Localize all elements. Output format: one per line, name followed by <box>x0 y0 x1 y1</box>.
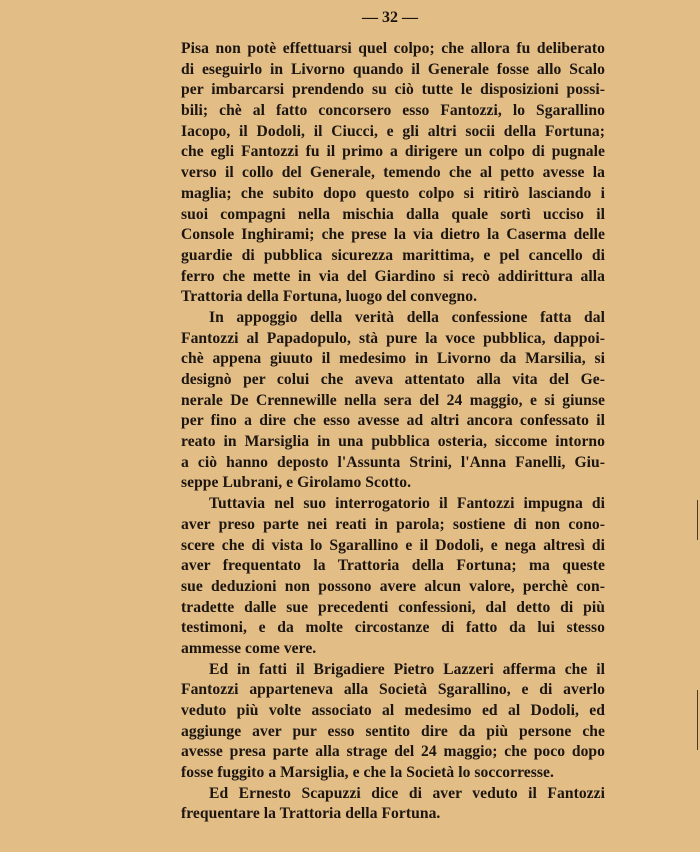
text-line: In appoggio della verità della confessione fatta dal <box>209 308 605 326</box>
text-line: ferro che mette in via del Giardino si recò addirittura alla <box>181 267 605 285</box>
page-number: — 32 — <box>362 9 418 26</box>
scan-edge-mark <box>697 500 698 540</box>
text-line: maglia; che subito dopo questo colpo si ritirò lasciando i <box>181 184 605 202</box>
text-line: Iacopo, il Dodoli, il Ciucci, e gli altri socii della Fortuna; <box>181 122 605 140</box>
text-line: designò per colui che aveva attentato alla vita del Ge- <box>181 371 605 388</box>
text-line: Console Inghirami; che prese la via dietro la Caserma delle <box>181 226 605 244</box>
text-line: Trattoria della Fortuna, luogo del convegno. <box>181 288 478 306</box>
text-line: scere che di vista lo Sgarallino e il Dodoli, e nega altresì di <box>181 536 605 554</box>
text-line: nerale De Crennewille nella sera del 24 maggio, e si giunse <box>181 391 605 409</box>
text-line: ammesse come vere. <box>181 639 317 657</box>
text-line: Tuttavia nel suo interrogatorio il Fantozzi impugna di <box>209 495 605 513</box>
paragraph <box>181 494 605 660</box>
text-line: di eseguirlo in Livorno quando il Generale fosse allo Scalo <box>181 60 605 78</box>
text-line: sue deduzioni non possono avere alcun valore, perchè con- <box>181 577 605 595</box>
text-line: chè appena giuuto il medesimo in Livorno da Marsilia, si <box>181 350 605 368</box>
text-line: per fino a dire che esso avesse ad altri ancora confessato il <box>181 412 605 430</box>
text-line: verso il collo del Generale, temendo che al petto avesse la <box>181 164 605 182</box>
text-line: che egli Fantozzi fu il primo a dirigere un colpo di pugnale <box>181 143 605 161</box>
text-line: testimoni, e da molte circostanze di fatto da lui stesso <box>181 619 605 637</box>
text-line: seppe Lubrani, e Girolamo Scotto. <box>181 474 412 492</box>
text-line: per imbarcarsi prendendo su ciò tutte le disposizioni possi- <box>181 81 605 99</box>
text-line: fosse fuggito a Marsiglia, e che la Società lo soccorresse. <box>181 764 554 782</box>
paragraph <box>181 308 605 494</box>
text-line: suoi compagni nella mischia dalla quale sortì ucciso il <box>181 205 605 223</box>
text-line: Pisa non potè effettuarsi quel colpo; che allora fu deliberato <box>181 40 605 57</box>
scan-edge-mark <box>697 690 698 750</box>
text-line: guardie di pubblica sicurezza marittima, e pel cancello di <box>181 246 605 264</box>
text-line: a ciò hanno deposto l'Assunta Strini, l'Anna Fanelli, Giu- <box>181 453 605 471</box>
text-line: aggiunge aver pur esso sentito dire da più persone che <box>181 722 605 740</box>
text-line: Ed in fatti il Brigadiere Pietro Lazzeri afferma che il <box>209 660 605 678</box>
text-line: Fantozzi al Papadopulo, stà pure la voce pubblica, dappoi- <box>181 329 605 347</box>
text-line: Ed Ernesto Scapuzzi dice di aver veduto il Fantozzi <box>209 784 605 802</box>
paragraph <box>181 39 605 308</box>
text-line: avesse presa parte alla strage del 24 maggio; che poco dopo <box>181 743 605 761</box>
paragraph <box>181 784 605 825</box>
text-line: aver preso parte nei reati in parola; sostiene di non cono- <box>181 515 605 533</box>
paragraph <box>181 660 605 784</box>
text-line: Fantozzi apparteneva alla Società Sgarallino, e di averlo <box>181 681 605 699</box>
text-line: aver frequentato la Trattoria della Fortuna; ma queste <box>181 557 605 575</box>
text-line: tradette dalle sue precedenti confessioni, dal detto di più <box>181 598 605 616</box>
document-body <box>181 39 605 825</box>
text-line: reato in Marsiglia in una pubblica osteria, siccome intorno <box>181 433 605 451</box>
text-line: frequentare la Trattoria della Fortuna. <box>181 805 441 823</box>
text-line: bili; chè al fatto concorsero esso Fantozzi, lo Sgarallino <box>181 102 605 120</box>
text-line: veduto più volte associato al medesimo ed al Dodoli, ed <box>181 702 605 719</box>
